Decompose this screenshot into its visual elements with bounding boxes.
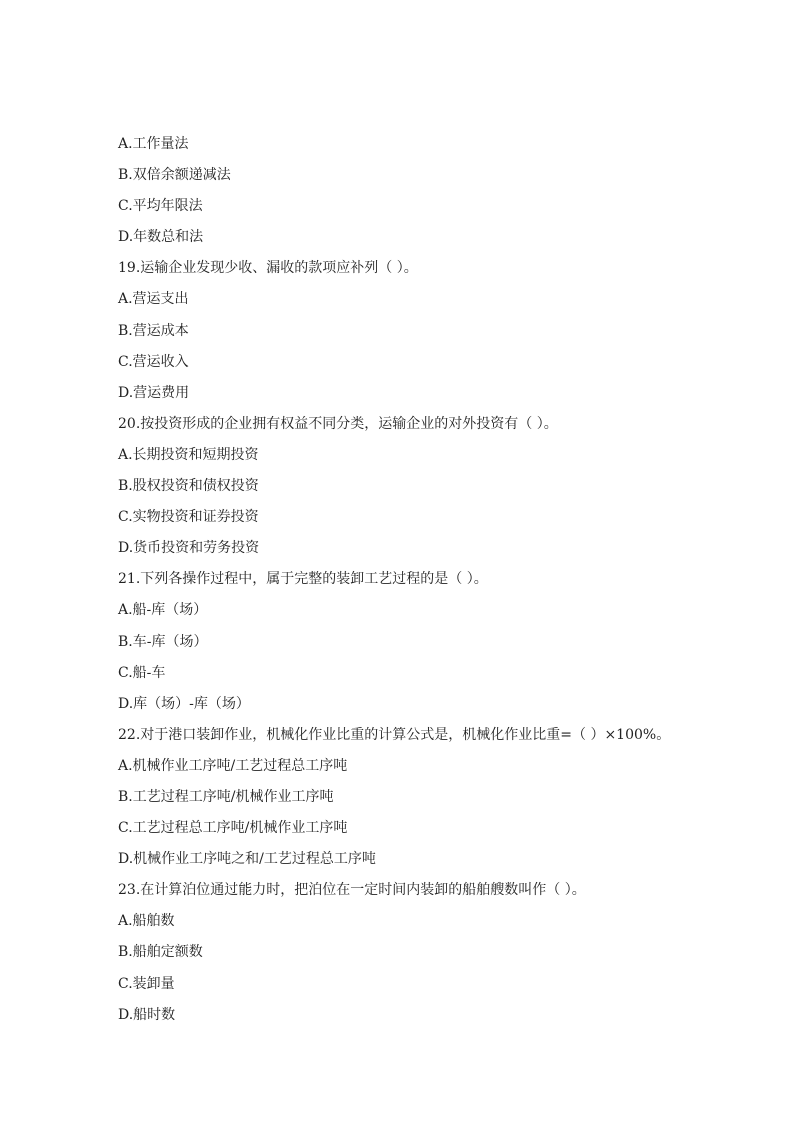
q23-option-b: B.船舶定额数 xyxy=(118,944,203,961)
q19-option-b: B.营运成本 xyxy=(118,322,189,339)
q23-option-c: C.装卸量 xyxy=(118,975,175,992)
question-19: 19.运输企业发现少收、漏收的款项应补列（ ）。 xyxy=(118,260,418,277)
q19-option-d: D.营运费用 xyxy=(118,384,190,401)
question-22: 22.对于港口装卸作业，机械化作业比重的计算公式是，机械化作业比重=（ ）×100%。 xyxy=(118,726,671,743)
q19-option-a: A.营运支出 xyxy=(118,291,189,308)
q23-option-a: A.船舶数 xyxy=(118,913,175,930)
q22-option-d: D.机械作业工序吨之和/工艺过程总工序吨 xyxy=(118,851,376,868)
q21-option-b: B.车-库（场） xyxy=(118,633,208,650)
q19-option-c: C.营运收入 xyxy=(118,353,189,370)
q21-option-a: A.船-库（场） xyxy=(118,602,208,619)
q20-option-c: C.实物投资和证券投资 xyxy=(118,509,259,526)
question-21: 21.下列各操作过程中，属于完整的装卸工艺过程的是（ ）。 xyxy=(118,571,488,588)
question-23: 23.在计算泊位通过能力时，把泊位在一定时间内装卸的船舶艘数叫作（ ）。 xyxy=(118,882,586,899)
q20-option-b: B.股权投资和债权投资 xyxy=(118,478,259,495)
q20-option-d: D.货币投资和劳务投资 xyxy=(118,540,260,557)
question-20: 20.按投资形成的企业拥有权益不同分类，运输企业的对外投资有（ ）。 xyxy=(118,415,558,432)
option-d-sum-of-years: D.年数总和法 xyxy=(118,229,204,246)
q22-option-c: C.工艺过程总工序吨/机械作业工序吨 xyxy=(118,820,348,837)
option-a-work-method: A.工作量法 xyxy=(118,136,189,152)
option-b-double-declining: B.双倍余额递减法 xyxy=(118,167,231,184)
q23-option-d: D.船时数 xyxy=(118,1006,176,1023)
q20-option-a: A.长期投资和短期投资 xyxy=(118,446,259,463)
q22-option-b: B.工艺过程工序吨/机械作业工序吨 xyxy=(118,788,334,805)
q22-option-a: A.机械作业工序吨/工艺过程总工序吨 xyxy=(118,757,348,774)
option-c-straight-line: C.平均年限法 xyxy=(118,198,203,215)
question-list xyxy=(118,133,718,1035)
q21-option-d: D.库（场）-库（场） xyxy=(118,695,250,712)
q21-option-c: C.船-车 xyxy=(118,664,166,681)
